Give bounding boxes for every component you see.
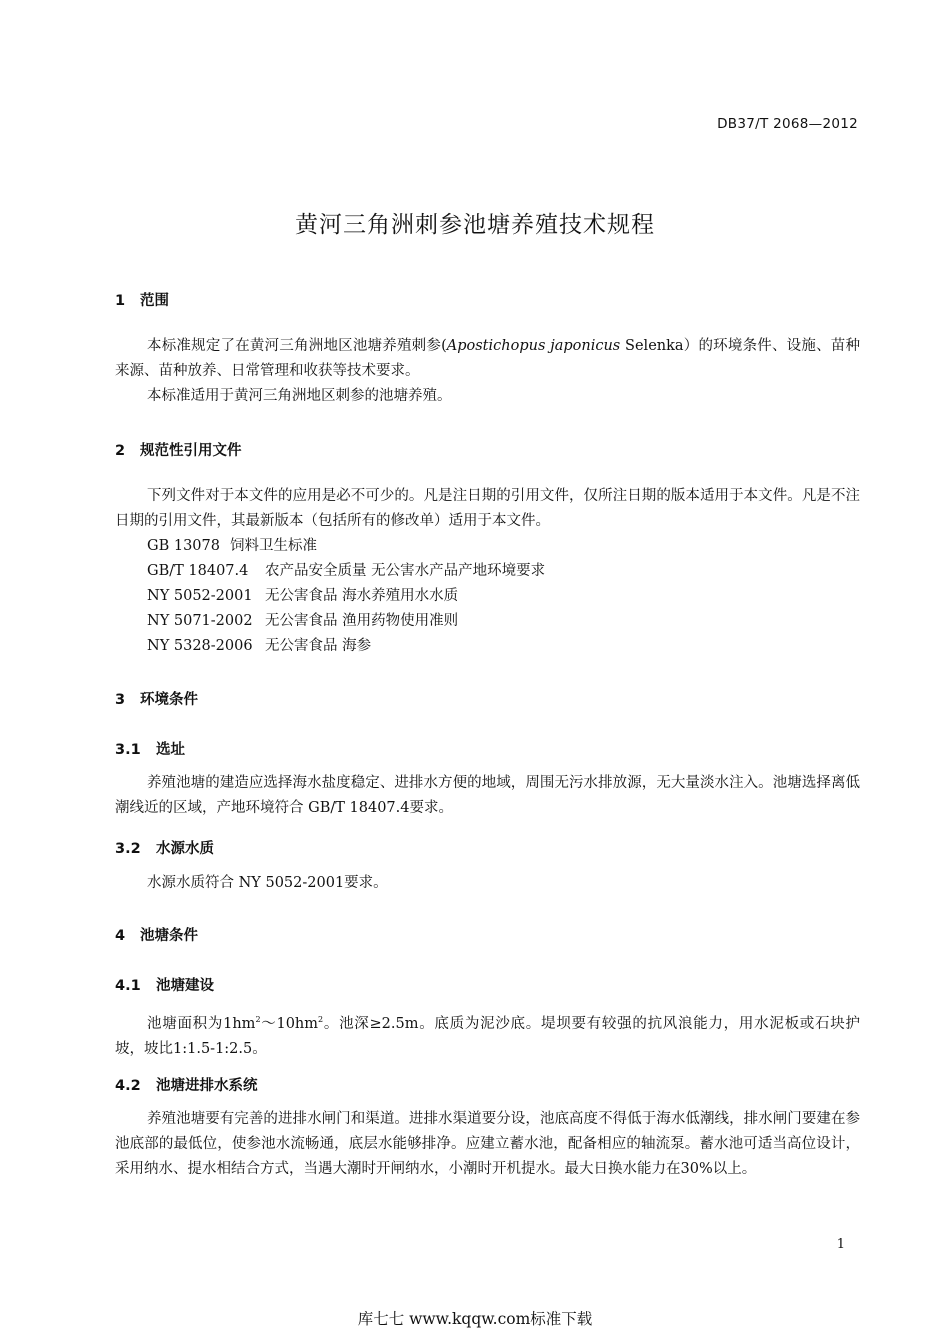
section-number: 4.1 [115, 978, 141, 994]
section-3-2-heading [115, 837, 214, 858]
section-2-heading [115, 439, 242, 460]
section-title: 范围 [140, 293, 169, 309]
paragraph: 本标准适用于黄河三角洲地区刺参的池塘养殖。 [147, 388, 452, 404]
section-title: 池塘条件 [140, 928, 198, 944]
section-number: 3.2 [115, 841, 141, 857]
reference-item: GB 13078 饲料卫生标准 [147, 538, 317, 554]
reference-item: NY 5071-2002 无公害食品 渔用药物使用准则 [147, 613, 459, 629]
section-1-heading [115, 289, 169, 310]
footer-watermark: 库七七 www.kqqw.com标准下载 [357, 1310, 593, 1328]
paragraph: 养殖池塘的建造应选择海水盐度稳定、进排水方便的地域，周围无污水排放源，无大量淡水注入。池塘选择离低潮线近的区域，产地环境符合 GB/T 18407.4要求。 [115, 775, 860, 816]
reference-item: NY 5328-2006 无公害食品 海参 [147, 638, 372, 654]
section-number: 2 [115, 443, 126, 459]
section-3-1-heading [115, 738, 185, 759]
reference-item: NY 5052-2001 无公害食品 海水养殖用水水质 [147, 588, 459, 604]
section-number: 4.2 [115, 1078, 141, 1094]
section-4-heading [115, 924, 198, 945]
paragraph: 下列文件对于本文件的应用是必不可少的。凡是注日期的引用文件，仅所注日期的版本适用于本文件。凡是不注日期的引用文件，其最新版本（包括所有的修改单）适用于本文件。 [115, 488, 860, 529]
page-number: 1 [836, 1237, 845, 1252]
section-title: 选址 [156, 742, 185, 758]
section-3-heading [115, 688, 198, 709]
section-title: 环境条件 [140, 692, 198, 708]
paragraph: 本标准规定了在黄河三角洲地区池塘养殖刺参(Apostichopus japonicus Selenka）的环境条件、设施、苗种来源、苗种放养、日常管理和收获等技术要求。 [115, 338, 860, 379]
section-number: 3.1 [115, 742, 141, 758]
paragraph: 养殖池塘要有完善的进排水闸门和渠道。进排水渠道要分设，池底高度不得低于海水低潮线，排水闸门要建在参池底部的最低位，使参池水流畅通，底层水能够排净。应建立蓄水池，配备相应的轴流泵。蓄水池可适当高位设计，采用纳水、提水相结合方式，当遇大潮时开闸纳水，小潮时开机提水。最大日换水能力在30%以上。 [115, 1111, 860, 1177]
section-number: 4 [115, 928, 126, 944]
section-title: 规范性引用文件 [140, 443, 242, 459]
section-title: 池塘进排水系统 [156, 1078, 258, 1094]
standard-code: DB37/T 2068—2012 [717, 116, 858, 132]
section-4-2-heading [115, 1074, 258, 1095]
species-name: Apostichopus japonicus [446, 338, 621, 354]
section-title: 池塘建设 [156, 978, 214, 994]
document-title: 黄河三角洲刺参池塘养殖技术规程 [295, 212, 655, 238]
paragraph: 水源水质符合 NY 5052-2001要求。 [147, 875, 388, 891]
reference-item: GB/T 18407.4 农产品安全质量 无公害水产品产地环境要求 [147, 563, 546, 579]
section-title: 水源水质 [156, 841, 214, 857]
paragraph: 池塘面积为$1hm^2\sim 10hm^2$。池深≥2.5m。底质为泥沙底。堤坝要有较强的抗风浪能力，用水泥板或石块护坡，坡比1:1.5-1:2.5。 [115, 1015, 860, 1057]
section-4-1-heading [115, 974, 214, 995]
section-number: 1 [115, 293, 126, 309]
section-number: 3 [115, 692, 126, 708]
